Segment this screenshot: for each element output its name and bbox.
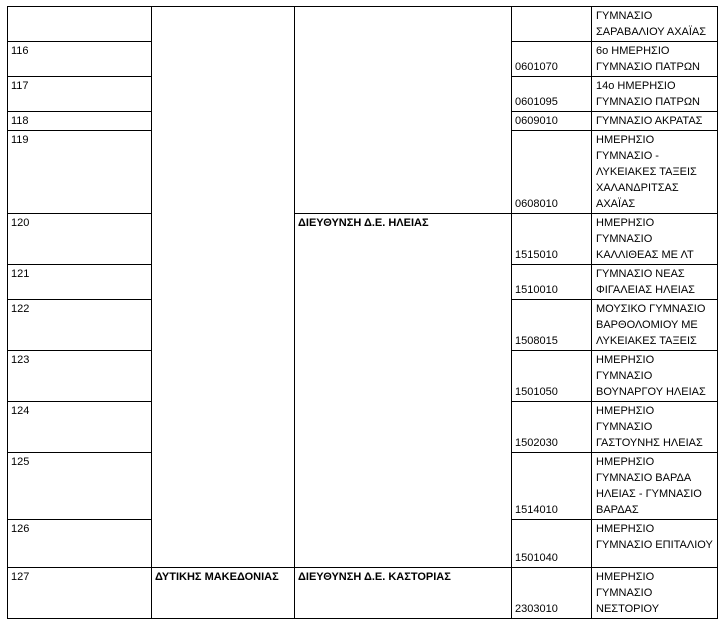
- school-code: 1510010: [512, 265, 592, 300]
- row-number: 122: [8, 300, 152, 351]
- region-western-macedonia: ΔΥΤΙΚΗΣ ΜΑΚΕΔΟΝΙΑΣ: [152, 568, 295, 619]
- table-row: [8, 7, 718, 42]
- schools-table: [7, 6, 718, 619]
- table-row: [8, 214, 718, 265]
- school-code: 1508015: [512, 300, 592, 351]
- directorate-kastoria: ΔΙΕΥΘΥΝΣΗ Δ.Ε. ΚΑΣΤΟΡΙΑΣ: [295, 568, 512, 619]
- school-name: ΗΜΕΡΗΣΙΟ ΓΥΜΝΑΣΙΟ ΚΑΛΛΙΘΕΑΣ ΜΕ ΛΤ: [592, 214, 718, 265]
- row-number: 125: [8, 453, 152, 520]
- row-number: 127: [8, 568, 152, 619]
- school-name: ΓΥΜΝΑΣΙΟ ΝΕΑΣ ΦΙΓΑΛΕΙΑΣ ΗΛΕΙΑΣ: [592, 265, 718, 300]
- school-name: ΓΥΜΝΑΣΙΟ ΑΚΡΑΤΑΣ: [592, 112, 718, 131]
- school-name: ΓΥΜΝΑΣΙΟ ΣΑΡΑΒΑΛΙΟΥ ΑΧΑΪΑΣ: [592, 7, 718, 42]
- row-number: 123: [8, 351, 152, 402]
- school-name: ΜΟΥΣΙΚΟ ΓΥΜΝΑΣΙΟ ΒΑΡΘΟΛΟΜΙΟΥ ΜΕ ΛΥΚΕΙΑΚΕΣ ΤΑΞΕΙΣ: [592, 300, 718, 351]
- row-number: 120: [8, 214, 152, 265]
- school-code: 2303010: [512, 568, 592, 619]
- school-code: 1501040: [512, 520, 592, 568]
- row-number: 121: [8, 265, 152, 300]
- school-code: [512, 7, 592, 42]
- school-name: ΗΜΕΡΗΣΙΟ ΓΥΜΝΑΣΙΟ ΓΑΣΤΟΥΝΗΣ ΗΛΕΙΑΣ: [592, 402, 718, 453]
- school-code: 1515010: [512, 214, 592, 265]
- school-name: 6ο ΗΜΕΡΗΣΙΟ ΓΥΜΝΑΣΙΟ ΠΑΤΡΩΝ: [592, 42, 718, 77]
- school-name: ΗΜΕΡΗΣΙΟ ΓΥΜΝΑΣΙΟ ΕΠΙΤΑΛΙΟΥ: [592, 520, 718, 568]
- table-row: [8, 568, 718, 619]
- school-name: ΗΜΕΡΗΣΙΟ ΓΥΜΝΑΣΙΟ ΒΑΡΔΑ ΗΛΕΙΑΣ - ΓΥΜΝΑΣΙΟ ΒΑΡΔΑΣ: [592, 453, 718, 520]
- school-name: ΗΜΕΡΗΣΙΟ ΓΥΜΝΑΣΙΟ ΒΟΥΝΑΡΓΟΥ ΗΛΕΙΑΣ: [592, 351, 718, 402]
- school-code: 0609010: [512, 112, 592, 131]
- school-name: ΗΜΕΡΗΣΙΟ ΓΥΜΝΑΣΙΟ - ΛΥΚΕΙΑΚΕΣ ΤΑΞΕΙΣ ΧΑΛΑΝΔΡΙΤΣΑΣ ΑΧΑΪΑΣ: [592, 131, 718, 214]
- school-code: 1501050: [512, 351, 592, 402]
- school-name: 14ο ΗΜΕΡΗΣΙΟ ΓΥΜΝΑΣΙΟ ΠΑΤΡΩΝ: [592, 77, 718, 112]
- row-number: 118: [8, 112, 152, 131]
- school-code: 0601095: [512, 77, 592, 112]
- school-code: 0601070: [512, 42, 592, 77]
- school-code: 1502030: [512, 402, 592, 453]
- region-cell: [152, 7, 295, 568]
- directorate-cell: [295, 7, 512, 214]
- school-code: 1514010: [512, 453, 592, 520]
- row-number: 116: [8, 42, 152, 77]
- row-number: 126: [8, 520, 152, 568]
- directorate-ilia: ΔΙΕΥΘΥΝΣΗ Δ.Ε. ΗΛΕΙΑΣ: [295, 214, 512, 568]
- row-number: 117: [8, 77, 152, 112]
- row-number: 124: [8, 402, 152, 453]
- row-number: 119: [8, 131, 152, 214]
- school-code: 0608010: [512, 131, 592, 214]
- school-name: ΗΜΕΡΗΣΙΟ ΓΥΜΝΑΣΙΟ ΝΕΣΤΟΡΙΟΥ: [592, 568, 718, 619]
- row-number: [8, 7, 152, 42]
